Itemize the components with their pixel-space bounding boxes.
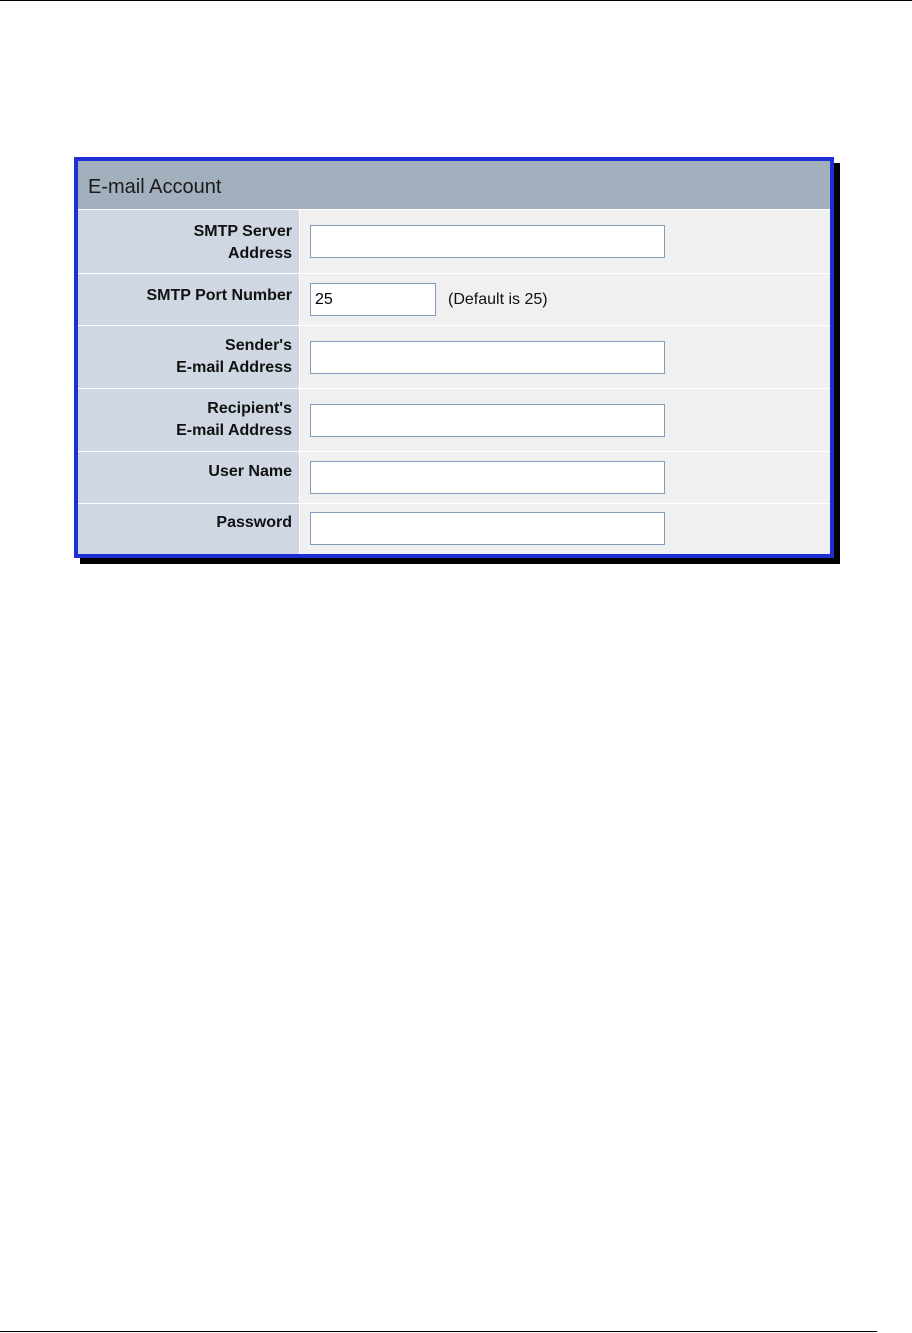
recipient-email-value-cell <box>300 389 830 451</box>
password-label-cell <box>78 504 300 554</box>
panel-header <box>78 161 830 210</box>
page-top-rule <box>0 0 912 1</box>
password-input[interactable] <box>310 512 665 545</box>
smtp-port-input[interactable] <box>310 283 436 316</box>
smtp-server-label-line2: Address <box>227 245 292 262</box>
user-name-input[interactable] <box>310 461 665 494</box>
sender-email-label-line2: E-mail Address <box>176 359 292 376</box>
recipient-email-row <box>78 389 830 452</box>
recipient-email-label-cell <box>78 389 300 451</box>
user-name-label-cell <box>78 452 300 503</box>
page-bottom-rule <box>0 1331 877 1332</box>
smtp-port-default-hint: (Default is 25) <box>448 291 548 308</box>
smtp-server-input[interactable] <box>310 225 665 258</box>
smtp-server-label-cell <box>78 210 300 273</box>
recipient-email-label-line2: E-mail Address <box>176 422 292 439</box>
smtp-port-label-cell <box>78 274 300 325</box>
recipient-email-input[interactable] <box>310 404 665 437</box>
panel-title: E-mail Account <box>88 176 222 198</box>
recipient-email-label-line1: Recipient's <box>207 400 292 417</box>
smtp-port-label: SMTP Port Number <box>146 287 292 304</box>
user-name-row <box>78 452 830 504</box>
smtp-server-label <box>194 221 292 265</box>
sender-email-row <box>78 326 830 389</box>
user-name-label: User Name <box>208 463 292 480</box>
smtp-server-value-cell <box>300 210 830 273</box>
smtp-port-row <box>78 274 830 326</box>
recipient-email-label <box>176 398 292 442</box>
email-account-panel <box>74 157 834 558</box>
smtp-port-value-cell <box>300 274 830 325</box>
user-name-value-cell <box>300 452 830 503</box>
sender-email-input[interactable] <box>310 341 665 374</box>
smtp-server-row <box>78 210 830 274</box>
sender-email-value-cell <box>300 326 830 388</box>
sender-email-label <box>176 335 292 379</box>
password-value-cell <box>300 504 830 554</box>
sender-email-label-cell <box>78 326 300 388</box>
password-label: Password <box>216 514 292 531</box>
smtp-server-label-line1: SMTP Server <box>193 223 292 240</box>
sender-email-label-line1: Sender's <box>225 337 292 354</box>
password-row <box>78 504 830 554</box>
